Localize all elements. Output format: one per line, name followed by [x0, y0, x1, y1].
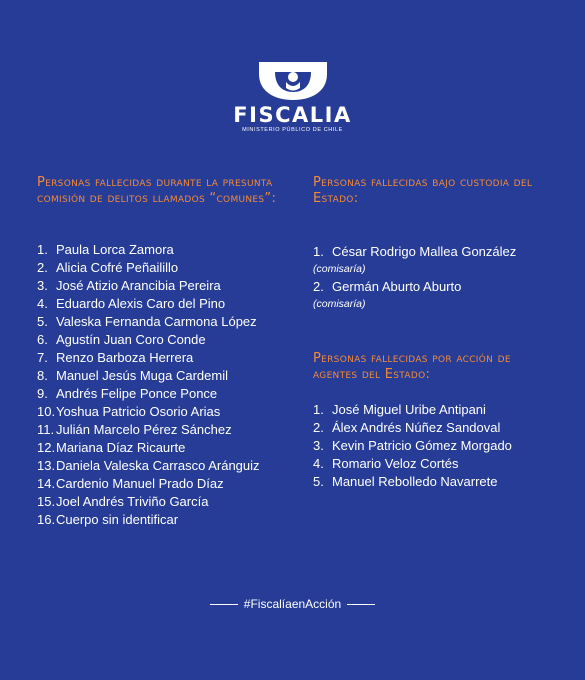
- logo-wordmark: FISCALIA: [233, 103, 352, 127]
- list-item: 13.Daniela Valeska Carrasco Aránguiz: [37, 458, 260, 473]
- fiscalia-logo: [0, 60, 585, 133]
- list-item: 5. Valeska Fernanda Carmona López: [37, 314, 257, 329]
- list-item: 1. José Miguel Uribe Antipani: [313, 402, 486, 417]
- fiscalia-emblem-icon: [253, 60, 333, 102]
- list-item: 10.Yoshua Patricio Osorio Arias: [37, 404, 221, 419]
- list-item: 12.Mariana Díaz Ricaurte: [37, 440, 186, 455]
- list-item: 16.Cuerpo sin identificar: [37, 512, 179, 527]
- list-item: 1. Paula Lorca Zamora: [37, 242, 174, 257]
- list-item: 7. Renzo Barboza Herrera: [37, 350, 194, 365]
- list-item: 3. Kevin Patricio Gómez Morgado: [313, 438, 512, 453]
- list-item: 8. Manuel Jesús Muga Cardemil: [37, 368, 228, 383]
- item-note: (comisaría): [313, 298, 366, 310]
- list-item: 11. Julián Marcelo Pérez Sánchez: [37, 422, 232, 437]
- list-delitos-comunes: [37, 241, 260, 529]
- divider: [347, 604, 375, 605]
- heading-agentes-estado: Personas fallecidas por acción de agentes del Estado:: [313, 351, 511, 382]
- list-custodia-estado: [313, 243, 516, 313]
- list-item: 2. Álex Andrés Núñez Sandoval: [313, 420, 501, 435]
- list-agentes-estado: [313, 401, 512, 491]
- list-item: 6. Agustín Juan Coro Conde: [37, 332, 206, 347]
- footer-hashtag: [0, 596, 585, 612]
- list-item: 2. Germán Aburto Aburto (comisaría): [313, 278, 516, 313]
- divider: [210, 604, 238, 605]
- heading-custodia-estado: Personas fallecidas bajo custodia del Estado:: [313, 175, 533, 206]
- list-item: 4. Eduardo Alexis Caro del Pino: [37, 296, 226, 311]
- logo-subtitle: MINISTERIO PÚBLICO DE CHILE: [242, 127, 343, 133]
- list-item: 9. Andrés Felipe Ponce Ponce: [37, 386, 218, 401]
- list-item: 5. Manuel Rebolledo Navarrete: [313, 474, 498, 489]
- list-item: 3. José Atizio Arancibia Pereira: [37, 278, 221, 293]
- list-item: 14.Cardenio Manuel Prado Díaz: [37, 476, 224, 491]
- hashtag-text: #FiscalíaenAcción: [243, 597, 342, 611]
- list-item: 1. César Rodrigo Mallea González (comisaría): [313, 243, 516, 278]
- heading-delitos-comunes: Personas fallecidas durante la presunta comisión de delitos llamados “comunes”:: [37, 175, 277, 206]
- item-note: (comisaría): [313, 263, 366, 275]
- list-item: 15.Joel Andrés Triviño García: [37, 494, 209, 509]
- list-item: 2. Alicia Cofré Peñailillo: [37, 260, 179, 275]
- list-item: 4. Romario Veloz Cortés: [313, 456, 459, 471]
